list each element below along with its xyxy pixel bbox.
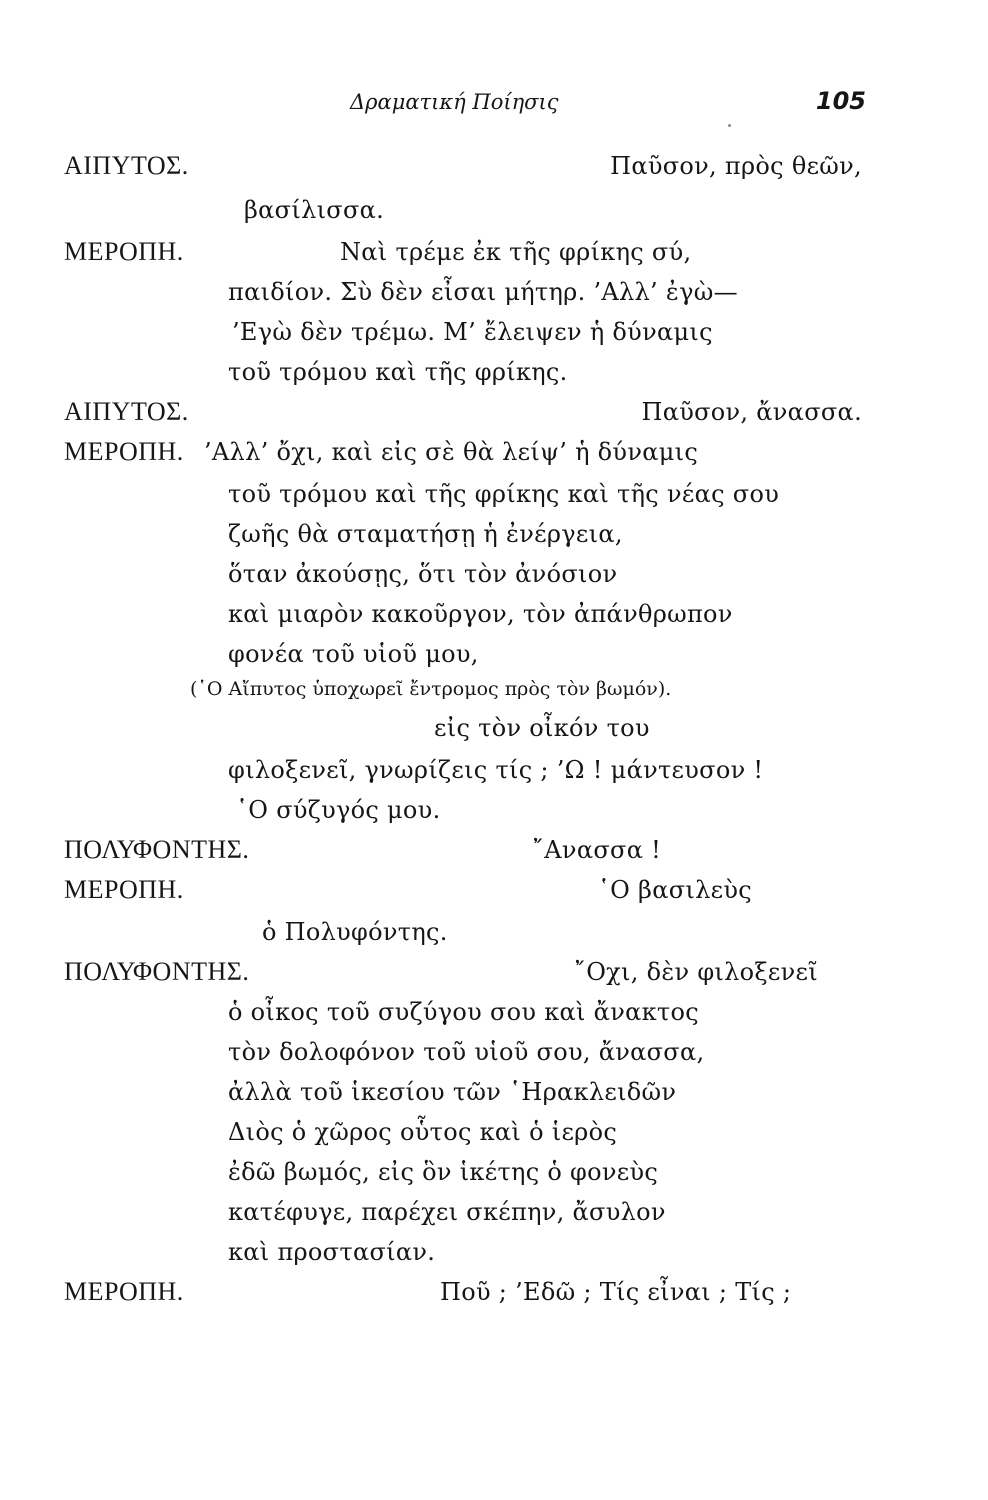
speaker-name: ΜΕΡΟΠΗ. bbox=[64, 437, 184, 466]
verse-line: Διὸς ὁ χῶρος οὗτος καὶ ὁ ἱερὸς bbox=[228, 1118, 618, 1146]
speaker-name: ΜΕΡΟΠΗ. bbox=[64, 237, 184, 266]
verse-line: ῎Ανασσα ! bbox=[532, 836, 662, 864]
verse-line: τὸν δολοφόνον τοῦ υἱοῦ σου, ἄνασσα, bbox=[228, 1038, 705, 1066]
speaker-name: ΑΙΠΥΤΟΣ. bbox=[64, 397, 189, 426]
verse-line: ζωῆς θὰ σταματήσῃ ἡ ἐνέργεια, bbox=[228, 520, 623, 548]
running-header: Δραματική Ποίησις bbox=[350, 90, 559, 114]
verse-line: ῎Οχι, δὲν φιλοξενεῖ bbox=[573, 958, 818, 986]
print-speck bbox=[728, 124, 731, 127]
verse-line: τοῦ τρόμου καὶ τῆς φρίκης καὶ τῆς νέας σου bbox=[228, 480, 780, 508]
verse-line: Ναὶ τρέμε ἐκ τῆς φρίκης σύ, bbox=[340, 238, 692, 266]
verse-line: φονέα τοῦ υἱοῦ μου, bbox=[228, 640, 479, 668]
verse-line: κατέφυγε, παρέχει σκέπην, ἄσυλον bbox=[228, 1198, 666, 1226]
verse-line: ἀλλὰ τοῦ ἱκεσίου τῶν ῾Ηρακλειδῶν bbox=[228, 1078, 677, 1106]
speaker-name: ΑΙΠΥΤΟΣ. bbox=[64, 151, 189, 180]
verse-line: ’Εγὼ δὲν τρέμω. Μ’ ἔλειψεν ἡ δύναμις bbox=[232, 318, 713, 346]
verse-line: ῾Ο βασιλεὺς bbox=[597, 876, 752, 904]
verse-line: ῾Ο σύζυγός μου. bbox=[236, 796, 441, 824]
page-number: 105 bbox=[815, 87, 866, 115]
verse-line: βασίλισσα. bbox=[244, 196, 385, 224]
verse-line: ’Αλλ’ ὄχι, καὶ εἰς σὲ θὰ λείψ’ ἡ δύναμις bbox=[204, 438, 699, 466]
verse-line: τοῦ τρόμου καὶ τῆς φρίκης. bbox=[228, 358, 568, 386]
verse-line: ἐδῶ βωμός, εἰς ὃν ἱκέτης ὁ φονεὺς bbox=[228, 1158, 659, 1186]
verse-line: Παῦσον, πρὸς θεῶν, bbox=[610, 152, 862, 180]
speaker-name: ΜΕΡΟΠΗ. bbox=[64, 1277, 184, 1306]
verse-line: ὅταν ἀκούσῃς, ὅτι τὸν ἀνόσιον bbox=[228, 560, 618, 588]
stage-direction: (῾Ο Αἴπυτος ὑποχωρεῖ ἔντρομος πρὸς τὸν βωμόν). bbox=[190, 678, 672, 700]
speaker-name: ΜΕΡΟΠΗ. bbox=[64, 875, 184, 904]
verse-line: Παῦσον, ἄνασσα. bbox=[641, 398, 862, 426]
speaker-name: ΠΟΛΥΦΟΝΤΗΣ. bbox=[64, 835, 250, 864]
speaker-name: ΠΟΛΥΦΟΝΤΗΣ. bbox=[64, 957, 250, 986]
verse-line: Ποῦ ; ’Εδῶ ; Τίς εἶναι ; Τίς ; bbox=[440, 1278, 792, 1306]
verse-line: φιλοξενεῖ, γνωρίζεις τίς ; ’Ω ! μάντευσον ! bbox=[228, 756, 764, 784]
verse-line: ὁ Πολυφόντης. bbox=[262, 918, 448, 946]
verse-line: παιδίον. Σὺ δὲν εἶσαι μήτηρ. ’Αλλ’ ἐγὼ— bbox=[228, 278, 738, 306]
verse-line: εἰς τὸν οἶκόν του bbox=[434, 714, 650, 742]
verse-line: ὁ οἶκος τοῦ συζύγου σου καὶ ἄνακτος bbox=[228, 998, 699, 1026]
verse-line: καὶ μιαρὸν κακοῦργον, τὸν ἀπάνθρωπον bbox=[228, 600, 733, 628]
verse-line: καὶ προστασίαν. bbox=[228, 1238, 436, 1266]
